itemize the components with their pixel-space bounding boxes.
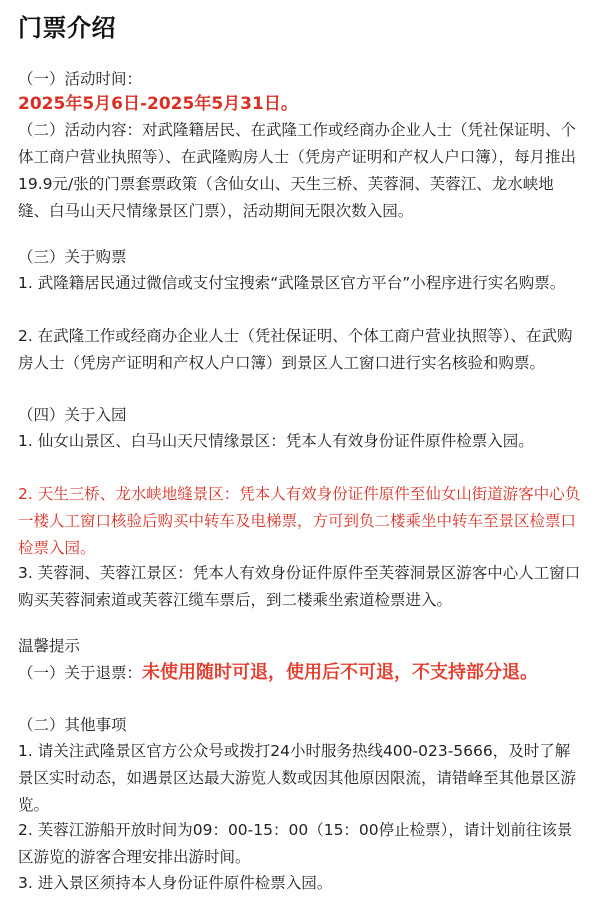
entry-item-3: 3. 芙蓉洞、芙蓉江景区：凭本人有效身份证件原件至芙蓉洞景区游客中心人工窗口购买芙蓉洞索道或芙蓉江缆车票后，到二楼乘坐索道检票进入。 [18,564,581,609]
tips-header: 温馨提示 [18,637,81,655]
entry-item-1: 1. 仙女山景区、白马山天尺情缘景区：凭本人有效身份证件原件检票入园。 [18,432,534,450]
refund-line [18,659,584,687]
other-item-2: 2. 芙蓉江游船开放时间为09：00-15：00（15：00停止检票），请计划前往该景区游览的游客合理安排出游时间。 [18,821,573,866]
page-title: 门票介绍 [18,14,116,42]
other-header: （二）其他事项 [18,716,127,734]
purchase-header: （三）关于购票 [18,248,127,266]
purchase-item-2: 2. 在武隆工作或经商办企业人士（凭社保证明、个体工商户营业执照等）、在武购房人士（凭房产证明和产权人户口簿）到景区人工窗口进行实名核验和购票。 [18,327,573,372]
activity-date-range: 2025年5月6日-2025年5月31日。 [18,94,298,114]
other-item-1: 1. 请关注武隆景区官方公众号或拨打24小时服务热线400-023-5666，及时了解景区实时动态，如遇景区达最大游览人数或因其他原因限流，请错峰至其他景区游览。 [18,742,577,814]
other-item-3: 3. 进入景区须持本人身份证件原件检票入园。 [18,874,333,892]
purchase-item-1: 1. 武隆籍居民通过微信或支付宝搜索“武隆景区官方平台”小程序进行实名购票。 [18,274,566,292]
activity-content-paragraph: （二）活动内容：对武隆籍居民、在武隆工作或经商办企业人士（凭社保证明、个体工商户营业执照等）、在武隆购房人士（凭房产证明和产权人户口簿），每月推出19.9元/张的门票套票政策（含仙女山、天生三桥、芙蓉洞、芙蓉江、龙水峡地缝、白马山天尺情缘景区门票），活动期间无限次数入园。 [18,121,577,220]
entry-header: （四）关于入园 [18,406,127,424]
entry-item-2-highlight: 2. 天生三桥、龙水峡地缝景区：凭本人有效身份证件原件至仙女山街道游客中心负一楼人工窗口核验后购买中转车及电梯票，方可到负二楼乘坐中转车至景区检票口检票入园。 [18,485,581,557]
activity-time-header: （一）活动时间： [18,70,143,88]
refund-label: （一）关于退票： [18,664,143,682]
refund-policy-text: 未使用随时可退，使用后不可退，不支持部分退。 [142,662,539,683]
